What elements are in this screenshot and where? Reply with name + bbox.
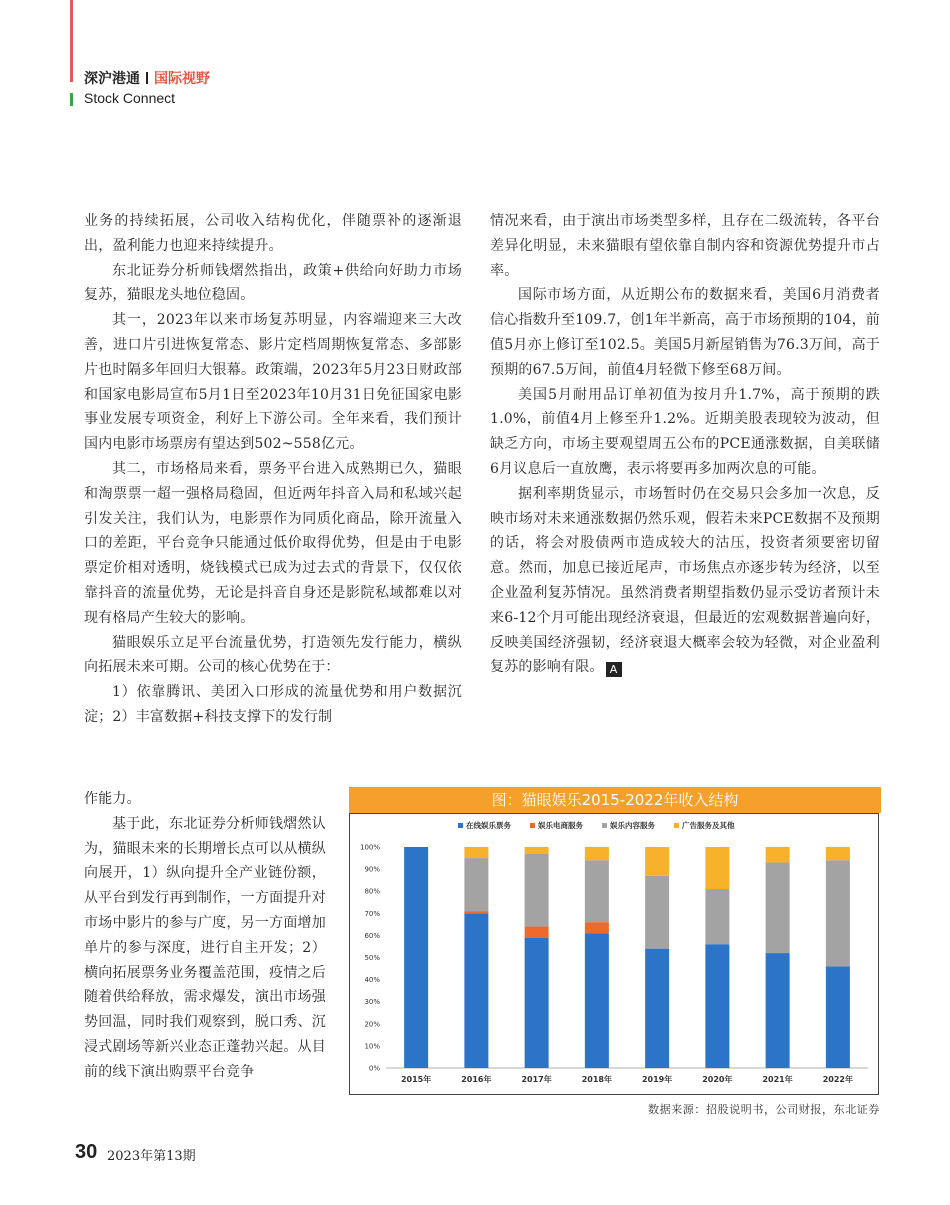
- paragraph: 作能力。: [84, 791, 141, 807]
- chart-canvas: [350, 814, 878, 1094]
- bar-segment: [585, 847, 609, 860]
- chart-source: 数据来源：招股说明书，公司财报，东北证券: [648, 1103, 880, 1116]
- bar-segment: [525, 847, 549, 854]
- y-tick-label: 0%: [368, 1064, 380, 1073]
- paragraph: 基于此，东北证券分析师钱熠然认为，猫眼未来的长期增长点可以从横纵向展开，1）纵向提升全产业链份额，从平台到发行再到制作，一方面提升对市场中影片的参与广度，另一方面增加单片的参与深度，进行自主开发；2）横向拓展票务业务覆盖范围，疫情之后随着供给释放，需求爆发，演出市场强势回温，同时我们观察到，脱口秀、沉浸式剧场等新兴业态正蓬勃兴起。从目前的线下演出购票平台竞争: [84, 815, 326, 1080]
- y-tick-label: 80%: [364, 887, 380, 896]
- x-tick-label: 2022年: [822, 1075, 854, 1084]
- bar-segment: [464, 847, 488, 858]
- legend-label: 娱乐内容服务: [610, 821, 655, 830]
- article-left-column: [84, 209, 462, 730]
- section-title: 深沪港通: [84, 71, 140, 87]
- x-tick-label: 2015年: [400, 1075, 432, 1084]
- bar-segment: [766, 862, 790, 953]
- bar-segment: [705, 944, 729, 1068]
- bar-segment: [645, 876, 669, 949]
- paragraph: 业务的持续拓展，公司收入结构优化，伴随票补的逐渐退出，盈利能力也迎来持续提升。: [84, 213, 462, 254]
- bar-segment: [585, 933, 609, 1068]
- bar-segment: [766, 847, 790, 862]
- section-en-marker: [70, 93, 73, 106]
- bar-segment: [525, 927, 549, 938]
- revenue-structure-chart: [349, 813, 879, 1095]
- legend-label: 娱乐电商服务: [538, 821, 583, 830]
- page-number: 30: [75, 1141, 98, 1163]
- legend-label: 在线娱乐票务: [466, 821, 511, 830]
- paragraph: 其一，2023年以来市场复苏明显，内容端迎来三大改善，进口片引进恢复常态、影片定档周期恢复常态、多部影片也时隔多年回归大银幕。政策端，2023年5月23日财政部和国家电影局宣布5月1日至2023年10月31日免征国家电影事业发展专项资金，利好上下游公司。全年来看，我们预计国内电影市场票房有望达到502~558亿元。: [84, 312, 462, 453]
- paragraph-text: 据利率期货显示，市场暂时仍在交易只会多加一次息，反映市场对未来通涨数据仍然乐观，假若未来PCE数据不及预期的话，将会对股债两市造成较大的沽压，投资者须要密切留意。然而，加息已接近尾声，市场焦点亦逐步转为经济，以至企业盈利复苏情况。虽然消费者期望指数仍显示受访者预计未来6-12个月可能出现经济衰退，但最近的宏观数据普遍向好，反映美国经济强韧，经济衰退大概率会较为轻微，对企业盈利复苏的影响有限。: [490, 485, 880, 676]
- bar-segment: [645, 847, 669, 876]
- legend-swatch: [458, 823, 463, 828]
- y-tick-label: 50%: [364, 954, 380, 962]
- y-tick-label: 30%: [364, 998, 380, 1007]
- y-tick-label: 90%: [364, 865, 380, 874]
- bar-segment: [826, 860, 850, 966]
- bar-segment: [645, 949, 669, 1068]
- section-title-en: Stock Connect: [84, 90, 176, 106]
- paragraph: 东北证券分析师钱熠然指出，政策+供给向好助力市场复苏，猫眼龙头地位稳固。: [84, 262, 462, 304]
- bar-segment: [404, 847, 428, 1068]
- section-label: [84, 68, 210, 88]
- bar-segment: [766, 953, 790, 1068]
- x-tick-label: 2017年: [521, 1075, 552, 1084]
- legend-swatch: [530, 823, 535, 828]
- bar-segment: [826, 847, 850, 860]
- x-tick-label: 2020年: [702, 1075, 733, 1084]
- bar-segment: [464, 858, 488, 911]
- bar-segment: [585, 860, 609, 922]
- issue-label: 2023年第13期: [107, 1149, 196, 1164]
- y-tick-label: 40%: [364, 976, 380, 985]
- paragraph: [490, 482, 880, 680]
- x-tick-label: 2021年: [762, 1075, 793, 1084]
- bar-segment: [585, 922, 609, 933]
- bar-segment: [464, 913, 488, 1068]
- legend-swatch: [674, 823, 679, 828]
- article-right-column: [490, 209, 880, 680]
- bar-segment: [525, 938, 549, 1068]
- article-end-icon: A: [606, 662, 622, 677]
- y-tick-label: 70%: [364, 909, 380, 918]
- bar-segment: [705, 847, 729, 889]
- paragraph: 其二，市场格局来看，票务平台进入成熟期已久，猫眼和淘票票一超一强格局稳固，但近两年抖音入局和私域兴起引发关注，我们认为，电影票作为同质化商品，除开流量入口的差距，平台竞争只能通过低价取得优势，但是由于电影票定价相对透明，烧钱模式已成为过去式的背景下，仅仅依靠抖音的流量优势，无论是抖音自身还是影院私域都难以对现有格局产生较大的影响。: [84, 460, 462, 626]
- x-tick-label: 2019年: [641, 1075, 673, 1084]
- paragraph: 国际市场方面，从近期公布的数据来看，美国6月消费者信心指数升至109.7，创1年半新高，高于市场预期的104，前值5月亦上修订至102.5。美国5月新屋销售为76.3万间，高于预期的67.5万间，前值4月轻微下修至68万间。: [490, 287, 880, 378]
- y-tick-label: 20%: [364, 1020, 380, 1029]
- section-separator: [146, 72, 148, 84]
- y-tick-label: 60%: [364, 931, 380, 940]
- bar-segment: [525, 854, 549, 927]
- y-tick-label: 10%: [364, 1042, 380, 1051]
- section-subtitle: 国际视野: [154, 71, 210, 87]
- legend-label: 广告服务及其他: [682, 821, 735, 830]
- article-left-narrow-column: [84, 787, 326, 1085]
- paragraph: 猫眼娱乐立足平台流量优势，打造领先发行能力，横纵向拓展未来可期。公司的核心优势在于：: [84, 634, 462, 676]
- paragraph: 情况来看，由于演出市场类型多样，且存在二级流转，各平台差异化明显，未来猫眼有望依靠自制内容和资源优势提升市占率。: [490, 213, 880, 279]
- bar-segment: [826, 966, 850, 1068]
- y-tick-label: 100%: [359, 843, 380, 852]
- bar-segment: [705, 889, 729, 944]
- top-accent-rule: [70, 0, 73, 82]
- x-tick-label: 2016年: [461, 1075, 492, 1084]
- paragraph: 美国5月耐用品订单初值为按月升1.7%，高于预期的跌1.0%，前值4月上修至升1.2%。近期美股表现较为波动，但缺乏方向，市场主要观望周五公布的PCE通涨数据，自美联储6月议息后一直放鹰，表示将要再多加两次息的可能。: [490, 386, 880, 477]
- bar-segment: [464, 911, 488, 913]
- paragraph: 1）依靠腾讯、美团入口形成的流量优势和用户数据沉淀；2）丰富数据+科技支撑下的发行制: [84, 684, 462, 725]
- x-tick-label: 2018年: [581, 1075, 613, 1084]
- chart-title: 图：猫眼娱乐2015-2022年收入结构: [349, 787, 881, 813]
- legend-swatch: [602, 823, 607, 828]
